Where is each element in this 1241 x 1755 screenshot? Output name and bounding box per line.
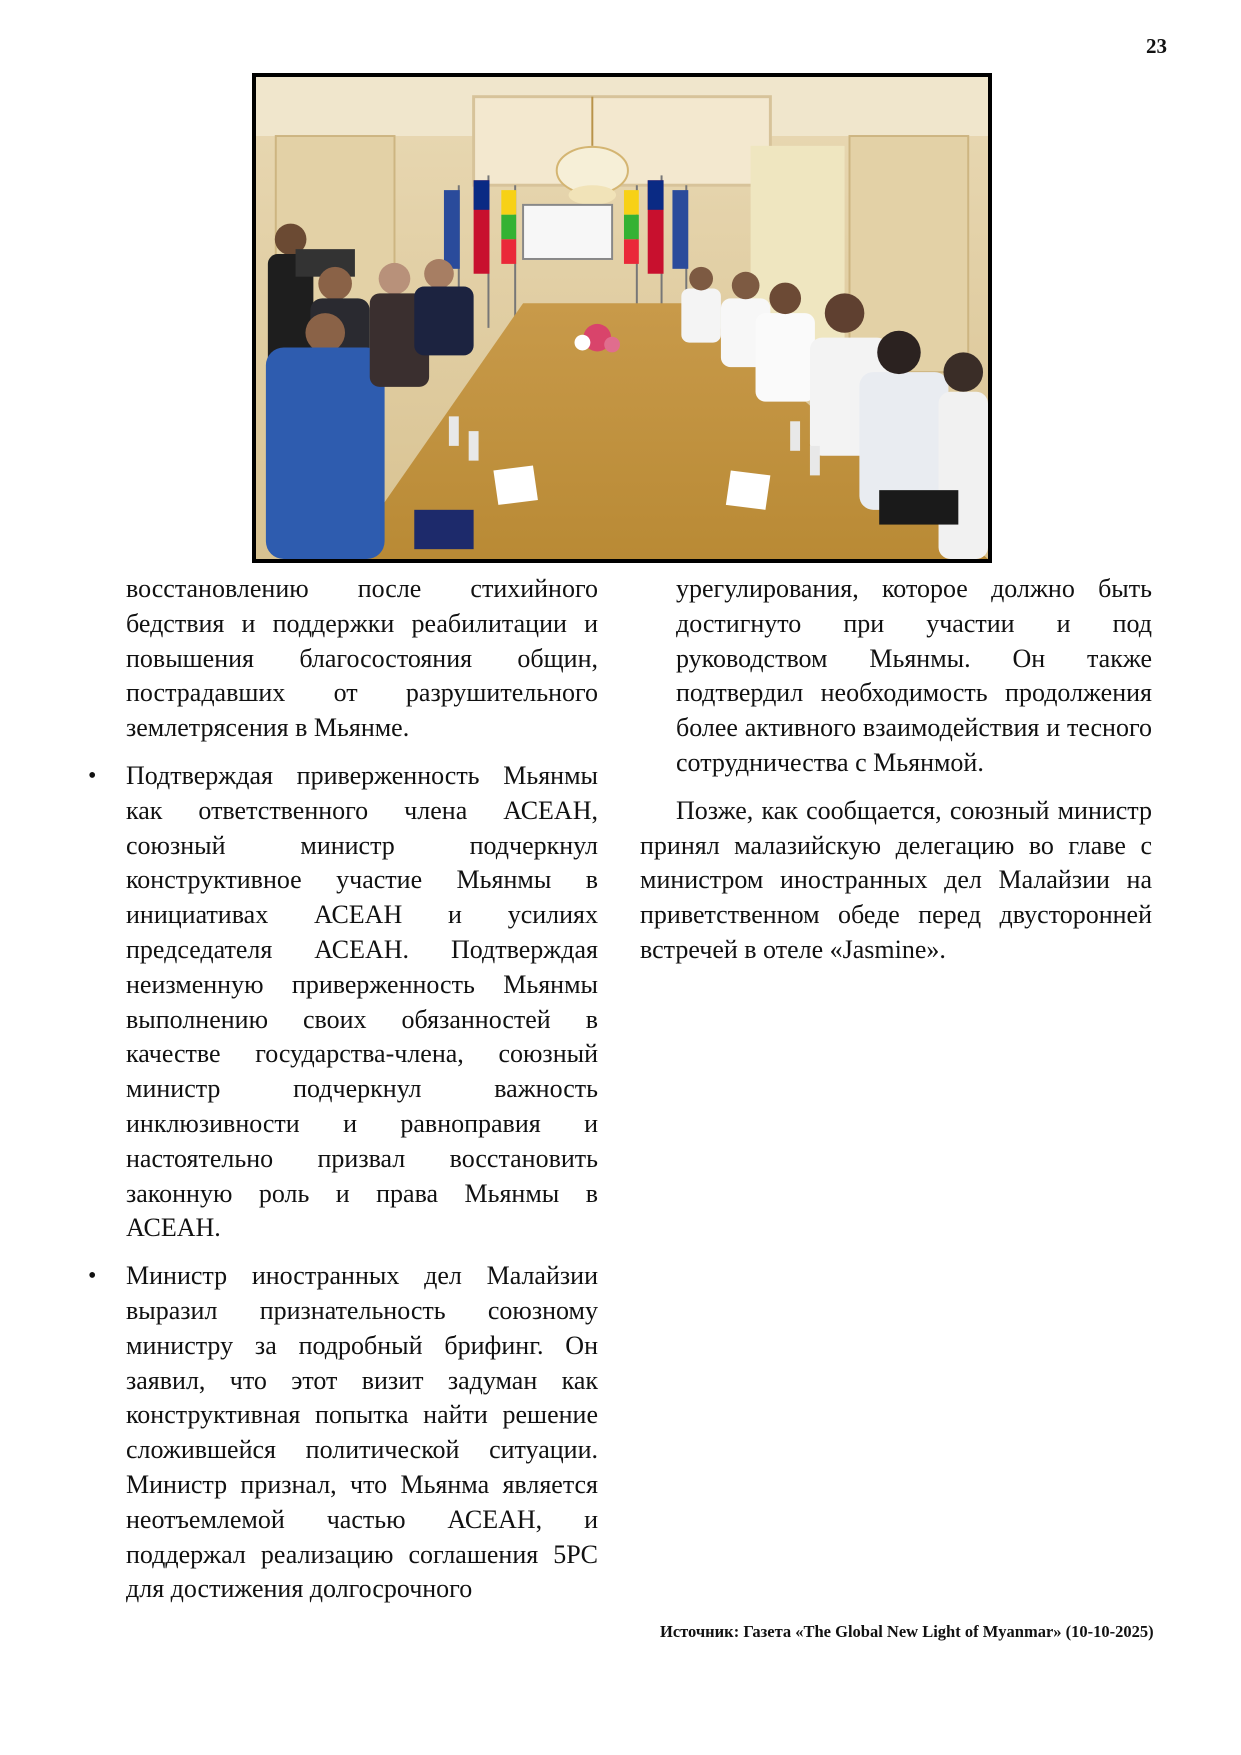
left-column bbox=[126, 572, 598, 1620]
left-intro-paragraph: восстановлению после стихийного бедствия и поддержки реабилитации и повышения благосостояния общин, пострадавших от разрушительного землетрясения в Мьянме. bbox=[126, 574, 598, 743]
page-number: 23 bbox=[1146, 34, 1167, 58]
meeting-room-illustration bbox=[256, 77, 988, 559]
meeting-photo bbox=[252, 73, 992, 563]
right-continuation-paragraph: урегулирования, которое должно быть достигнуто при участии и под руководством Мьянмы. Он также подтвердил необходимость продолжения более активного взаимодействия и тесного сотрудничества с Мьянмой. bbox=[676, 574, 1152, 777]
source-citation: Источник: Газета «The Global New Light of Myanmar» (10-10-2025) bbox=[660, 1622, 1154, 1641]
bullet-list bbox=[126, 759, 598, 1607]
bullet-item: • Министр иностранных дел Малайзии выразил признательность союзному министру за подробный брифинг. Он заявил, что этот визит задуман как конструктивная попытка найти решение сложившейся политической ситуации. Министр признал, что Мьянма является неотъемлемой частью АСЕАН, и поддержал реализацию соглашения 5PC для достижения долгосрочного bbox=[126, 1259, 598, 1607]
right-paragraph: Позже, как сообщается, союзный министр принял малазийскую делегацию во главе с министром иностранных дел Малайзии на приветственном обеде перед двусторонней встречей в отеле «Jasmine». bbox=[640, 795, 1152, 964]
presentation-screen bbox=[523, 205, 612, 259]
bullet-item: • Подтверждая приверженность Мьянмы как ответственного члена АСЕАН, союзный министр подчеркнул конструктивное участие Мьянмы в инициативах АСЕАН и усилиях председателя АСЕАН. Подтверждая неизменную приверженность Мьянмы выполнению своих обязанностей в качестве государства-члена, союзный министр подчеркнул важность инклюзивности и равноправия и настоятельно призвал восстановить законную роль и права Мьянмы в АСЕАН. bbox=[126, 759, 598, 1246]
right-column bbox=[640, 572, 1152, 981]
